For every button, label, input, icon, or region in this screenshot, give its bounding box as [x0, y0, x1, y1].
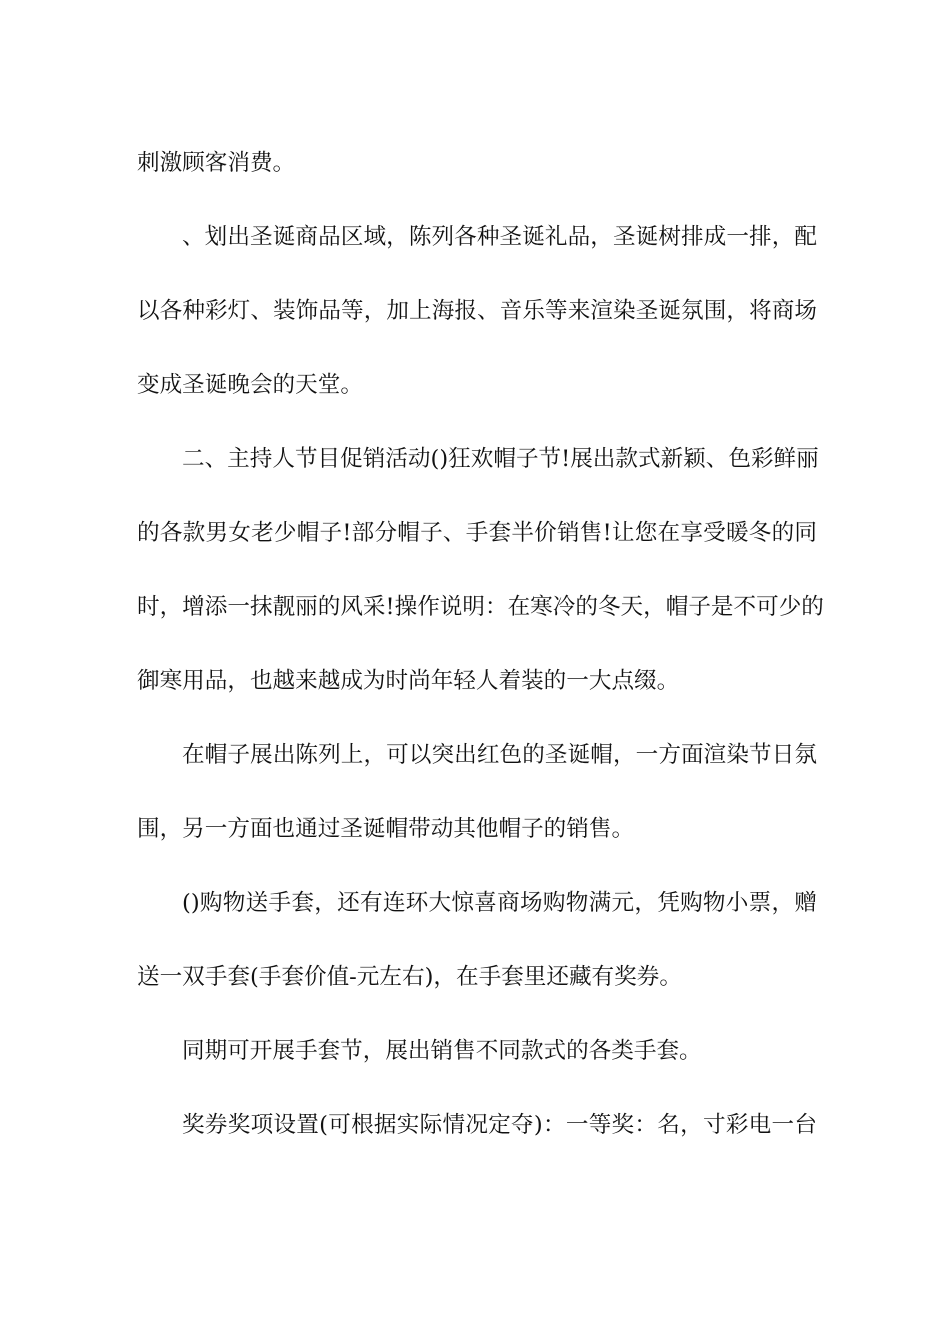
text-line: 的各款男女老少帽子!部分帽子、手套半价销售!让您在享受暖冬的同 [137, 520, 817, 546]
text-line: 在帽子展出陈列上，可以突出红色的圣诞帽，一方面渲染节日氛 [182, 742, 817, 768]
text-line: 、划出圣诞商品区域，陈列各种圣诞礼品，圣诞树排成一排，配 [182, 224, 817, 250]
text-line: 时，增添一抹靓丽的风采!操作说明：在寒冷的冬天，帽子是不可少的 [137, 594, 824, 620]
text-line: 奖券奖项设置(可根据实际情况定夺)：一等奖：名，寸彩电一台 [182, 1112, 817, 1138]
text-line: 刺激顾客消费。 [137, 150, 296, 176]
text-line: 围，另一方面也通过圣诞帽带动其他帽子的销售。 [137, 816, 635, 842]
text-line: 送一双手套(手套价值-元左右)，在手套里还藏有奖券。 [137, 964, 682, 990]
text-line: 变成圣诞晚会的天堂。 [137, 372, 363, 398]
text-line: ()购物送手套，还有连环大惊喜商场购物满元，凭购物小票，赠 [182, 890, 817, 916]
text-line: 同期可开展手套节，展出销售不同款式的各类手套。 [182, 1038, 702, 1064]
text-line: 以各种彩灯、装饰品等，加上海报、音乐等来渲染圣诞氛围，将商场 [137, 298, 817, 324]
text-line: 二、主持人节目促销活动()狂欢帽子节!展出款式新颖、色彩鲜丽 [182, 446, 819, 472]
text-line: 御寒用品，也越来越成为时尚年轻人着装的一大点缀。 [137, 668, 680, 694]
